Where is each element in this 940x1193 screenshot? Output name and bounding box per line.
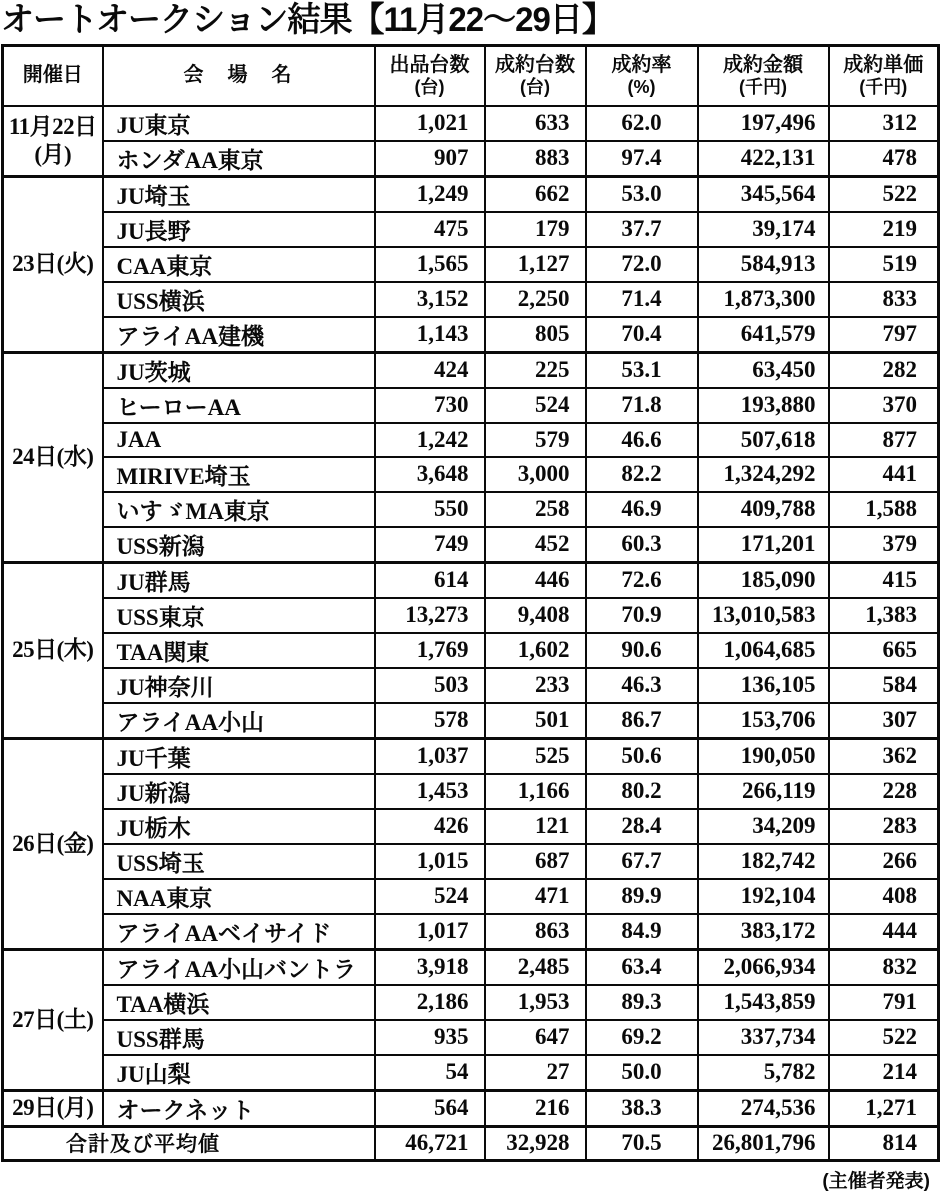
venue-cell: JU神奈川 xyxy=(103,668,375,703)
unit-price-cell: 307 xyxy=(829,703,939,739)
venue-cell: JU群馬 xyxy=(103,562,375,598)
venue-cell: アライAA小山 xyxy=(103,703,375,739)
amount-cell: 136,105 xyxy=(698,668,829,703)
table-row xyxy=(3,527,939,563)
sold-count-cell: 633 xyxy=(485,106,586,141)
col-header-venue: 会 場 名 xyxy=(103,46,375,106)
unit-price-cell: 522 xyxy=(829,176,939,212)
venue-cell: USS群馬 xyxy=(103,1020,375,1055)
table-row xyxy=(3,774,939,809)
listed-count-cell: 54 xyxy=(375,1055,485,1091)
venue-cell: USS新潟 xyxy=(103,527,375,563)
sold-count-cell: 1,127 xyxy=(485,247,586,282)
sold-count-cell: 1,166 xyxy=(485,774,586,809)
listed-count-cell: 578 xyxy=(375,703,485,739)
amount-cell: 13,010,583 xyxy=(698,598,829,633)
col-header-unit-price: 成約単価 (千円) xyxy=(829,46,939,106)
table-row xyxy=(3,949,939,985)
sold-count-cell: 579 xyxy=(485,423,586,457)
sold-count-cell: 1,602 xyxy=(485,633,586,668)
sold-count-cell: 883 xyxy=(485,141,586,177)
date-cell: 27日(土) xyxy=(3,949,103,1090)
listed-count-cell: 3,648 xyxy=(375,457,485,492)
total-rate-cell: 70.5 xyxy=(586,1126,698,1160)
unit-price-cell: 832 xyxy=(829,949,939,985)
listed-count-cell: 1,242 xyxy=(375,423,485,457)
date-line: 11月22日 xyxy=(8,113,97,139)
rate-cell: 86.7 xyxy=(586,703,698,739)
table-row xyxy=(3,633,939,668)
page-title: オートオークション結果【11月22～29日】 xyxy=(1,1,614,39)
table-header xyxy=(3,46,939,106)
sold-count-cell: 446 xyxy=(485,562,586,598)
unit-price-cell: 791 xyxy=(829,985,939,1020)
date-line: (月) xyxy=(34,141,72,167)
date-cell: 25日(木) xyxy=(3,562,103,738)
rate-cell: 90.6 xyxy=(586,633,698,668)
rate-cell: 53.1 xyxy=(586,352,698,388)
table-row xyxy=(3,282,939,317)
amount-cell: 584,913 xyxy=(698,247,829,282)
date-cell xyxy=(3,106,103,177)
unit-price-cell: 833 xyxy=(829,282,939,317)
table-row xyxy=(3,423,939,457)
auction-results-table xyxy=(1,44,940,1162)
date-cell: 24日(水) xyxy=(3,352,103,562)
col-header-sold: 成約台数 (台) xyxy=(485,46,586,106)
table-row xyxy=(3,914,939,950)
table-row xyxy=(3,703,939,739)
listed-count-cell: 1,249 xyxy=(375,176,485,212)
venue-cell: JU新潟 xyxy=(103,774,375,809)
date-cell: 23日(火) xyxy=(3,176,103,352)
rate-cell: 63.4 xyxy=(586,949,698,985)
unit-price-cell: 415 xyxy=(829,562,939,598)
venue-cell: アライAA小山バントラ xyxy=(103,949,375,985)
unit-price-cell: 312 xyxy=(829,106,939,141)
sold-count-cell: 2,250 xyxy=(485,282,586,317)
venue-cell: JU千葉 xyxy=(103,738,375,774)
venue-cell: アライAAベイサイド xyxy=(103,914,375,950)
venue-cell: JU茨城 xyxy=(103,352,375,388)
amount-cell: 171,201 xyxy=(698,527,829,563)
venue-cell: NAA東京 xyxy=(103,879,375,914)
amount-cell: 182,742 xyxy=(698,844,829,879)
rate-cell: 70.4 xyxy=(586,317,698,353)
total-row xyxy=(3,1126,939,1160)
venue-cell: USS横浜 xyxy=(103,282,375,317)
venue-cell: USS埼玉 xyxy=(103,844,375,879)
rate-cell: 46.3 xyxy=(586,668,698,703)
sold-count-cell: 3,000 xyxy=(485,457,586,492)
table-row xyxy=(3,879,939,914)
sold-count-cell: 179 xyxy=(485,212,586,247)
rate-cell: 72.6 xyxy=(586,562,698,598)
listed-count-cell: 3,152 xyxy=(375,282,485,317)
venue-cell: JU栃木 xyxy=(103,809,375,844)
venue-cell: MIRIVE埼玉 xyxy=(103,457,375,492)
sold-count-cell: 2,485 xyxy=(485,949,586,985)
rate-cell: 38.3 xyxy=(586,1090,698,1126)
date-cell: 26日(金) xyxy=(3,738,103,949)
rate-cell: 89.3 xyxy=(586,985,698,1020)
unit-price-cell: 522 xyxy=(829,1020,939,1055)
amount-cell: 197,496 xyxy=(698,106,829,141)
amount-cell: 190,050 xyxy=(698,738,829,774)
unit-price-cell: 478 xyxy=(829,141,939,177)
venue-cell: オークネット xyxy=(103,1090,375,1126)
sold-count-cell: 225 xyxy=(485,352,586,388)
sold-count-cell: 525 xyxy=(485,738,586,774)
total-amount-cell: 26,801,796 xyxy=(698,1126,829,1160)
rate-cell: 71.4 xyxy=(586,282,698,317)
amount-cell: 5,782 xyxy=(698,1055,829,1091)
sold-count-cell: 647 xyxy=(485,1020,586,1055)
venue-cell: いすゞMA東京 xyxy=(103,492,375,527)
amount-cell: 1,543,859 xyxy=(698,985,829,1020)
venue-cell: CAA東京 xyxy=(103,247,375,282)
sold-count-cell: 524 xyxy=(485,388,586,423)
listed-count-cell: 614 xyxy=(375,562,485,598)
date-cell: 29日(月) xyxy=(3,1090,103,1126)
sold-count-cell: 121 xyxy=(485,809,586,844)
unit-price-cell: 408 xyxy=(829,879,939,914)
listed-count-cell: 524 xyxy=(375,879,485,914)
listed-count-cell: 13,273 xyxy=(375,598,485,633)
venue-cell: JU長野 xyxy=(103,212,375,247)
listed-count-cell: 1,453 xyxy=(375,774,485,809)
unit-price-cell: 877 xyxy=(829,423,939,457)
unit-price-cell: 519 xyxy=(829,247,939,282)
rate-cell: 80.2 xyxy=(586,774,698,809)
listed-count-cell: 1,037 xyxy=(375,738,485,774)
sold-count-cell: 1,953 xyxy=(485,985,586,1020)
rate-cell: 53.0 xyxy=(586,176,698,212)
venue-cell: JAA xyxy=(103,423,375,457)
header-row xyxy=(3,46,939,106)
amount-cell: 266,119 xyxy=(698,774,829,809)
unit-price-cell: 1,588 xyxy=(829,492,939,527)
listed-count-cell: 2,186 xyxy=(375,985,485,1020)
listed-count-cell: 424 xyxy=(375,352,485,388)
listed-count-cell: 475 xyxy=(375,212,485,247)
sold-count-cell: 662 xyxy=(485,176,586,212)
table-row xyxy=(3,562,939,598)
listed-count-cell: 935 xyxy=(375,1020,485,1055)
rate-cell: 89.9 xyxy=(586,879,698,914)
rate-cell: 50.6 xyxy=(586,738,698,774)
rate-cell: 67.7 xyxy=(586,844,698,879)
amount-cell: 192,104 xyxy=(698,879,829,914)
listed-count-cell: 550 xyxy=(375,492,485,527)
amount-cell: 63,450 xyxy=(698,352,829,388)
table-row xyxy=(3,352,939,388)
amount-cell: 337,734 xyxy=(698,1020,829,1055)
venue-cell: ヒーローAA xyxy=(103,388,375,423)
listed-count-cell: 564 xyxy=(375,1090,485,1126)
table-row xyxy=(3,106,939,141)
unit-price-cell: 797 xyxy=(829,317,939,353)
unit-price-cell: 266 xyxy=(829,844,939,879)
venue-cell: JU埼玉 xyxy=(103,176,375,212)
rate-cell: 62.0 xyxy=(586,106,698,141)
table-row xyxy=(3,492,939,527)
amount-cell: 345,564 xyxy=(698,176,829,212)
rate-cell: 84.9 xyxy=(586,914,698,950)
sold-count-cell: 501 xyxy=(485,703,586,739)
table-row xyxy=(3,1090,939,1126)
col-header-rate: 成約率 (%) xyxy=(586,46,698,106)
amount-cell: 1,324,292 xyxy=(698,457,829,492)
table-row xyxy=(3,738,939,774)
listed-count-cell: 907 xyxy=(375,141,485,177)
listed-count-cell: 1,565 xyxy=(375,247,485,282)
sold-count-cell: 258 xyxy=(485,492,586,527)
rate-cell: 46.9 xyxy=(586,492,698,527)
listed-count-cell: 3,918 xyxy=(375,949,485,985)
venue-cell: TAA横浜 xyxy=(103,985,375,1020)
listed-count-cell: 1,015 xyxy=(375,844,485,879)
listed-count-cell: 1,769 xyxy=(375,633,485,668)
amount-cell: 34,209 xyxy=(698,809,829,844)
amount-cell: 185,090 xyxy=(698,562,829,598)
rate-cell: 71.8 xyxy=(586,388,698,423)
col-header-amount: 成約金額 (千円) xyxy=(698,46,829,106)
unit-price-cell: 665 xyxy=(829,633,939,668)
amount-cell: 153,706 xyxy=(698,703,829,739)
venue-cell: USS東京 xyxy=(103,598,375,633)
table-row xyxy=(3,212,939,247)
rate-cell: 60.3 xyxy=(586,527,698,563)
sold-count-cell: 863 xyxy=(485,914,586,950)
listed-count-cell: 749 xyxy=(375,527,485,563)
listed-count-cell: 730 xyxy=(375,388,485,423)
listed-count-cell: 426 xyxy=(375,809,485,844)
unit-price-cell: 584 xyxy=(829,668,939,703)
amount-cell: 39,174 xyxy=(698,212,829,247)
total-label-cell: 合計及び平均値 xyxy=(3,1126,375,1160)
unit-price-cell: 362 xyxy=(829,738,939,774)
total-unit-price-cell: 814 xyxy=(829,1126,939,1160)
table-row xyxy=(3,598,939,633)
amount-cell: 383,172 xyxy=(698,914,829,950)
amount-cell: 409,788 xyxy=(698,492,829,527)
table-row xyxy=(3,668,939,703)
rate-cell: 97.4 xyxy=(586,141,698,177)
sold-count-cell: 805 xyxy=(485,317,586,353)
rate-cell: 28.4 xyxy=(586,809,698,844)
venue-cell: ホンダAA東京 xyxy=(103,141,375,177)
table-row xyxy=(3,388,939,423)
source-note: (主催者発表) xyxy=(822,1170,930,1192)
table-row xyxy=(3,809,939,844)
sold-count-cell: 216 xyxy=(485,1090,586,1126)
rate-cell: 72.0 xyxy=(586,247,698,282)
rate-cell: 70.9 xyxy=(586,598,698,633)
amount-cell: 274,536 xyxy=(698,1090,829,1126)
table-row xyxy=(3,176,939,212)
amount-cell: 507,618 xyxy=(698,423,829,457)
unit-price-cell: 444 xyxy=(829,914,939,950)
table-row xyxy=(3,247,939,282)
amount-cell: 2,066,934 xyxy=(698,949,829,985)
listed-count-cell: 503 xyxy=(375,668,485,703)
rate-cell: 82.2 xyxy=(586,457,698,492)
sold-count-cell: 9,408 xyxy=(485,598,586,633)
unit-price-cell: 283 xyxy=(829,809,939,844)
sold-count-cell: 452 xyxy=(485,527,586,563)
col-header-date: 開催日 xyxy=(3,46,103,106)
unit-price-cell: 1,271 xyxy=(829,1090,939,1126)
table-row xyxy=(3,844,939,879)
unit-price-cell: 1,383 xyxy=(829,598,939,633)
rate-cell: 37.7 xyxy=(586,212,698,247)
total-sold-cell: 32,928 xyxy=(485,1126,586,1160)
amount-cell: 1,064,685 xyxy=(698,633,829,668)
unit-price-cell: 219 xyxy=(829,212,939,247)
venue-cell: アライAA建機 xyxy=(103,317,375,353)
unit-price-cell: 228 xyxy=(829,774,939,809)
amount-cell: 422,131 xyxy=(698,141,829,177)
amount-cell: 193,880 xyxy=(698,388,829,423)
sold-count-cell: 27 xyxy=(485,1055,586,1091)
total-listed-cell: 46,721 xyxy=(375,1126,485,1160)
table-row xyxy=(3,457,939,492)
col-header-listed: 出品台数 (台) xyxy=(375,46,485,106)
amount-cell: 641,579 xyxy=(698,317,829,353)
sold-count-cell: 471 xyxy=(485,879,586,914)
unit-price-cell: 370 xyxy=(829,388,939,423)
listed-count-cell: 1,143 xyxy=(375,317,485,353)
rate-cell: 46.6 xyxy=(586,423,698,457)
table-row xyxy=(3,317,939,353)
venue-cell: TAA関東 xyxy=(103,633,375,668)
rate-cell: 50.0 xyxy=(586,1055,698,1091)
unit-price-cell: 441 xyxy=(829,457,939,492)
unit-price-cell: 214 xyxy=(829,1055,939,1091)
listed-count-cell: 1,021 xyxy=(375,106,485,141)
unit-price-cell: 379 xyxy=(829,527,939,563)
venue-cell: JU東京 xyxy=(103,106,375,141)
sold-count-cell: 687 xyxy=(485,844,586,879)
sold-count-cell: 233 xyxy=(485,668,586,703)
page xyxy=(0,1,938,1192)
table-row xyxy=(3,141,939,177)
table-row xyxy=(3,1055,939,1091)
amount-cell: 1,873,300 xyxy=(698,282,829,317)
unit-price-cell: 282 xyxy=(829,352,939,388)
venue-cell: JU山梨 xyxy=(103,1055,375,1091)
rate-cell: 69.2 xyxy=(586,1020,698,1055)
listed-count-cell: 1,017 xyxy=(375,914,485,950)
table-row xyxy=(3,985,939,1020)
table-row xyxy=(3,1020,939,1055)
